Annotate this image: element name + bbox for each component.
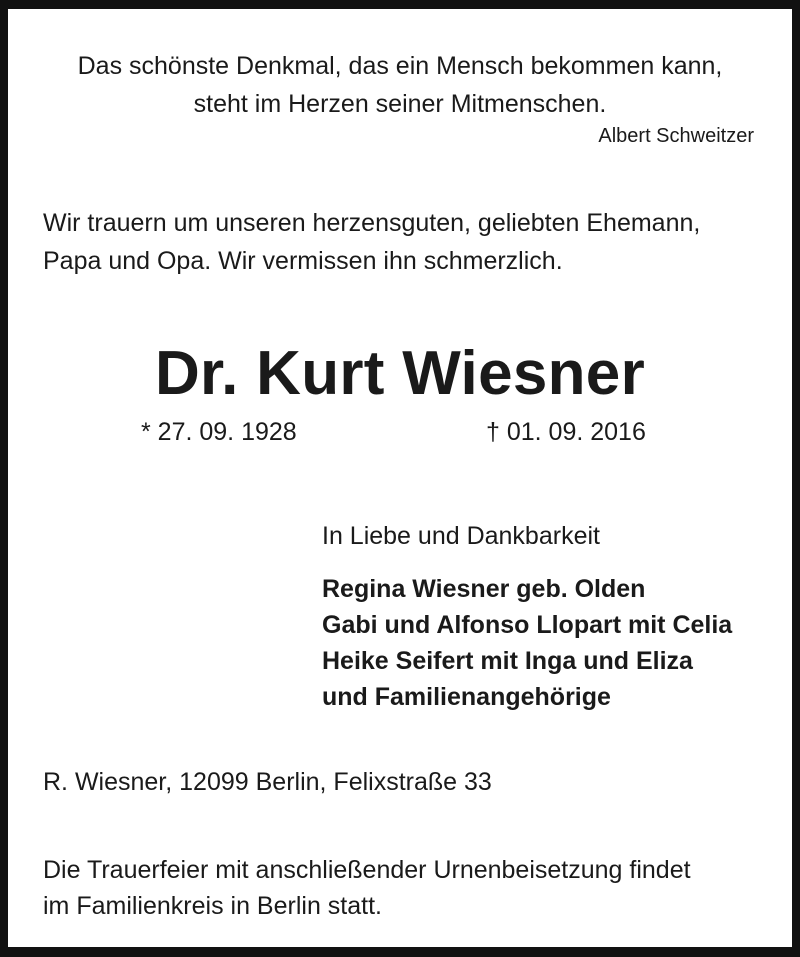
service-line: im Familienkreis in Berlin statt. <box>43 892 382 920</box>
mourner-name: und Familienangehörige <box>322 683 611 711</box>
deceased-name: Dr. Kurt Wiesner <box>154 339 646 408</box>
service-line: Die Trauerfeier mit anschließender Urnenbeisetzung findet <box>43 856 691 884</box>
birth-date: * 27. 09. 1928 <box>141 418 297 446</box>
statement-line: Papa und Opa. Wir vermissen ihn schmerzlich. <box>43 247 563 275</box>
memorial-quote <box>8 47 792 123</box>
mourning-statement <box>43 204 773 280</box>
obituary-notice <box>8 9 792 947</box>
quote-line: steht im Herzen seiner Mitmenschen. <box>193 90 607 118</box>
dedication-text: In Liebe und Dankbarkeit <box>322 522 600 550</box>
death-date: † 01. 09. 2016 <box>486 418 646 446</box>
mourner-name: Heike Seifert mit Inga und Eliza <box>322 647 693 675</box>
statement-line: Wir trauern um unseren herzensguten, geliebten Ehemann, <box>43 209 701 237</box>
mourner-name: Gabi und Alfonso Llopart mit Celia <box>322 611 733 639</box>
funeral-service-note <box>43 852 773 924</box>
quote-author: Albert Schweitzer <box>598 125 754 147</box>
quote-line: Das schönste Denkmal, das ein Mensch bekommen kann, <box>77 52 723 80</box>
family-address: R. Wiesner, 12099 Berlin, Felixstraße 33 <box>43 768 492 796</box>
mourner-name: Regina Wiesner geb. Olden <box>322 575 646 603</box>
mourners-list <box>322 571 732 715</box>
